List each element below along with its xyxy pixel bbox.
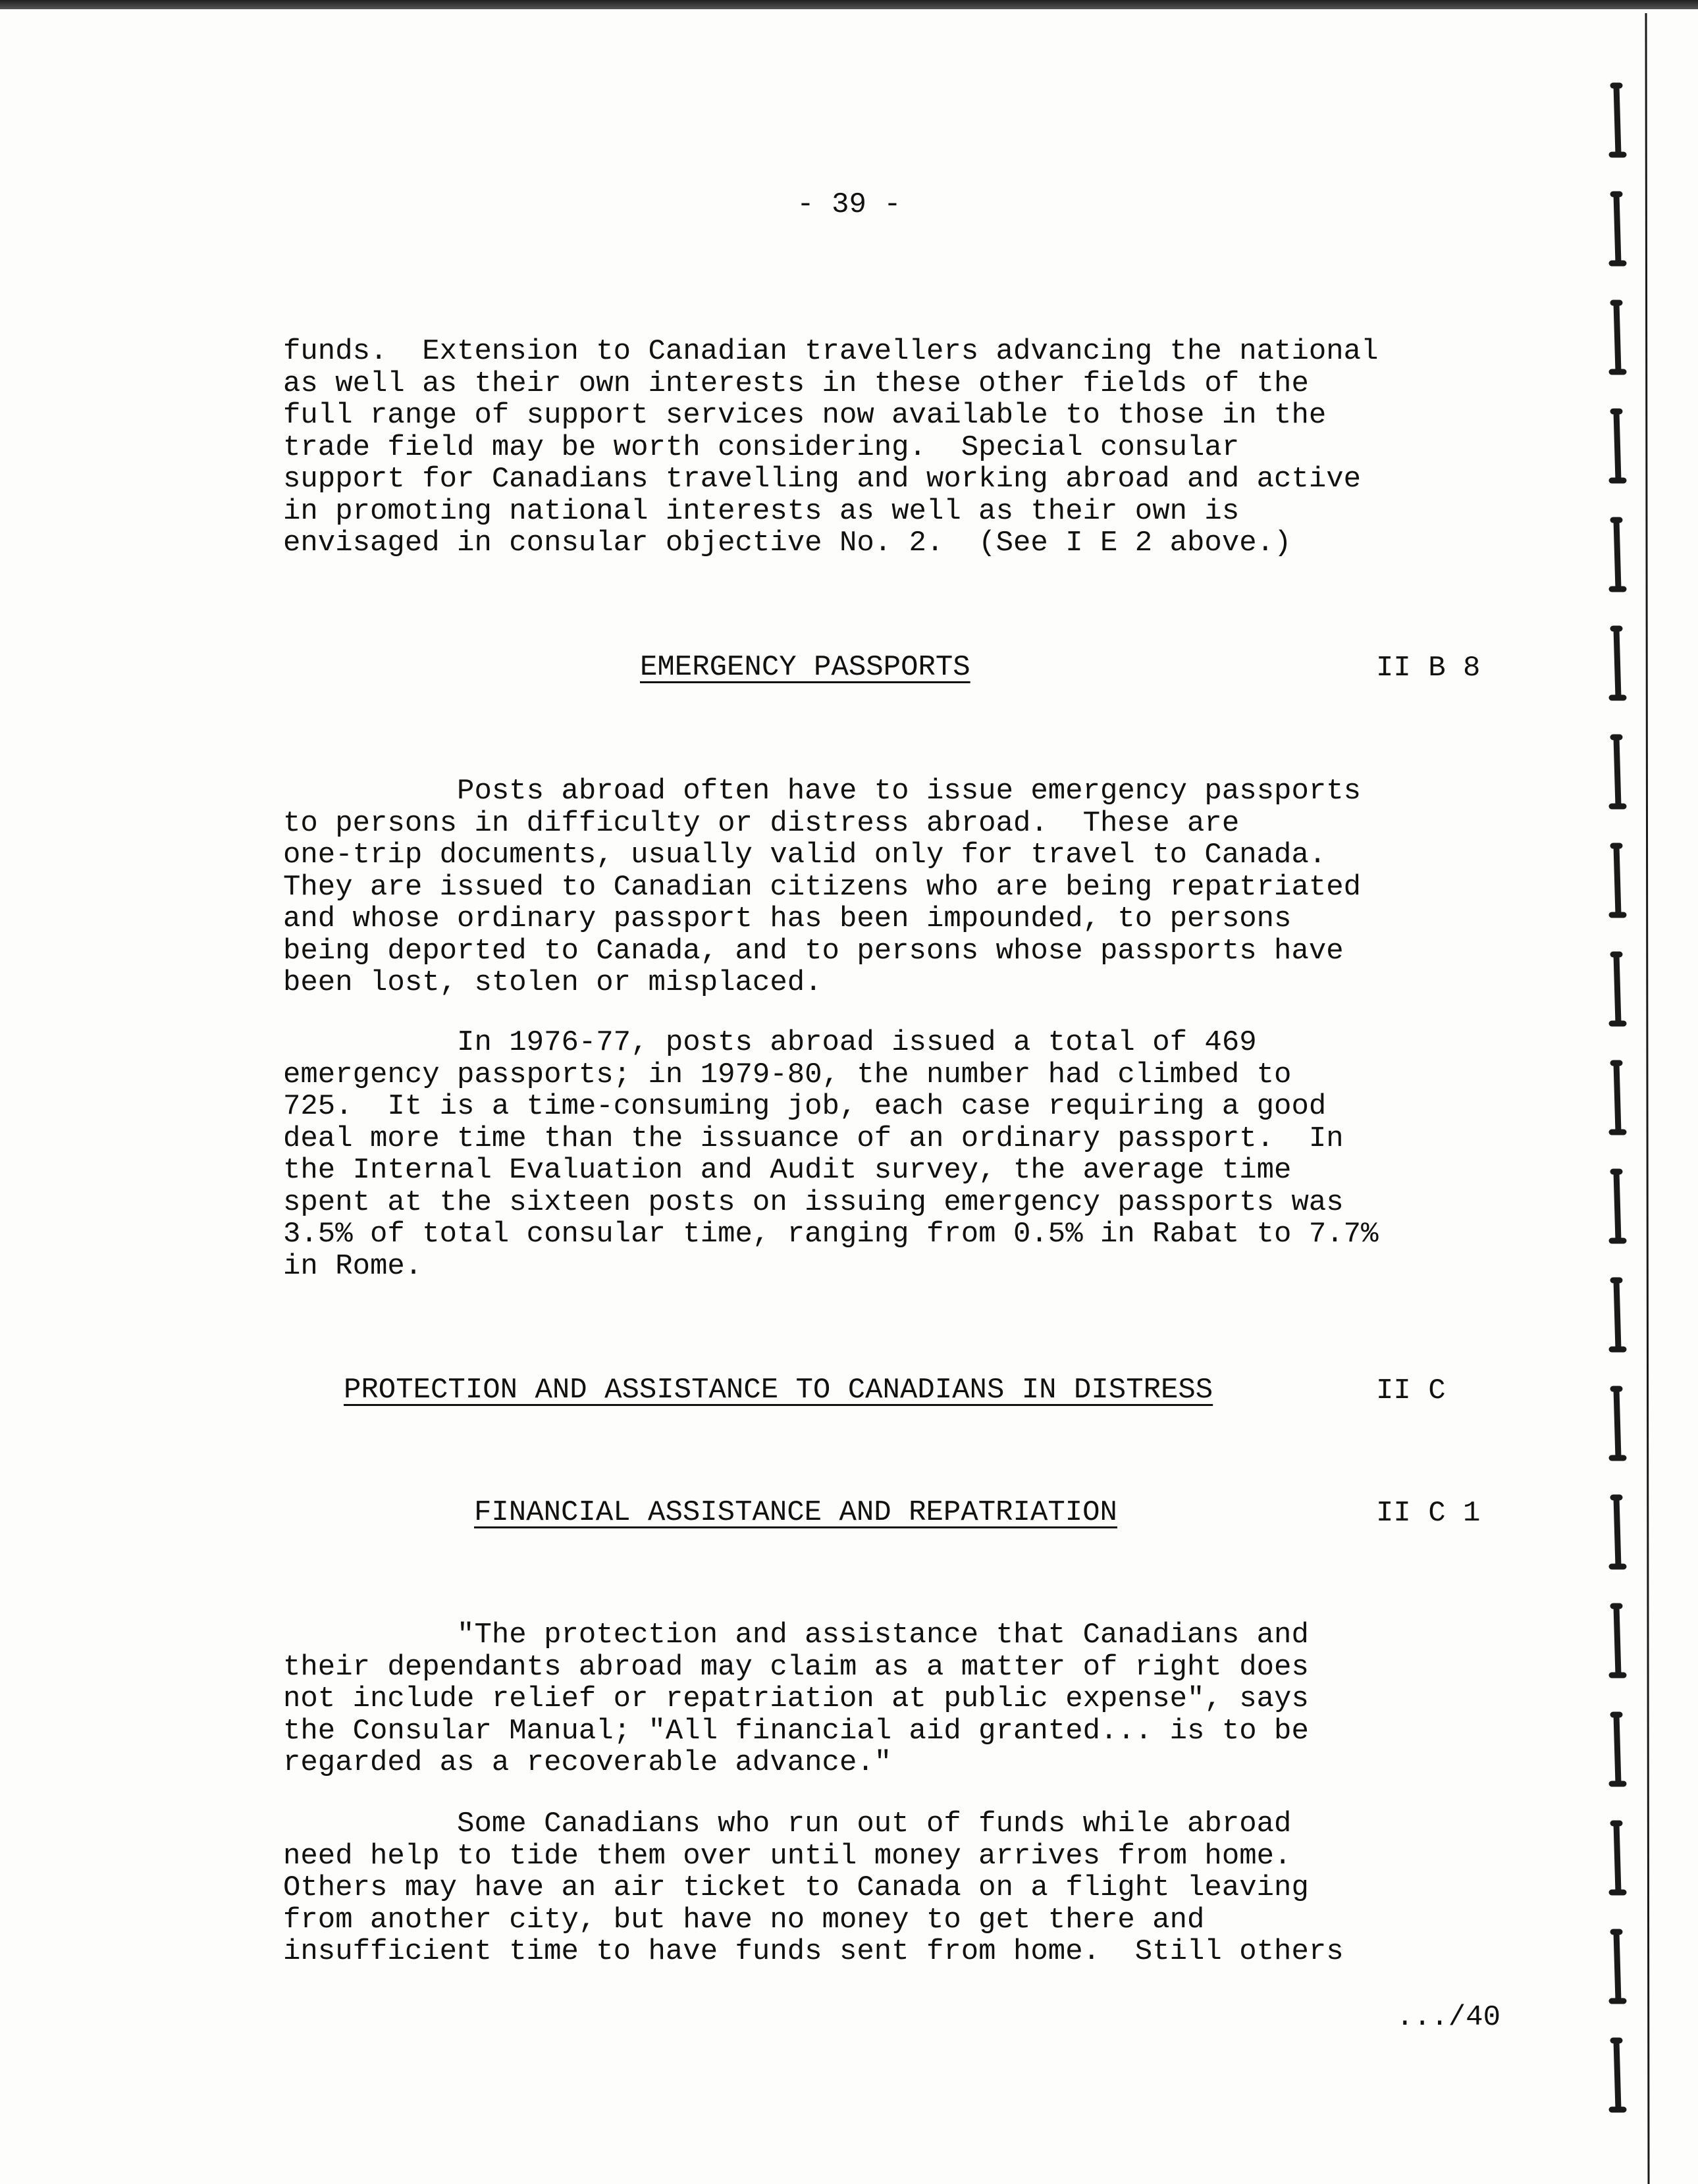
continuation-marker: .../40 — [1396, 2001, 1500, 2034]
scan-edge — [0, 0, 1698, 9]
heading-protection-assistance: PROTECTION AND ASSISTANCE TO CANADIANS IN DISTRESS — [344, 1374, 1213, 1407]
page-number: - 39 - — [797, 188, 901, 221]
section-code-ii-c-1: II C 1 — [1376, 1497, 1481, 1530]
heading-emergency-passports: EMERGENCY PASSPORTS — [640, 651, 970, 684]
paragraph-funds: funds. Extension to Canadian travellers advancing the national as well as their own interests in these other fields of the full range of support services now available to those in the trade field may be worth considering. Special consular support for Canadians travelling and working abroad and active in promoting national interests as well as their own is envisaged in consular objective No. 2. (See I E 2 above.) — [283, 335, 1379, 559]
paragraph-run-out-of-funds: Some Canadians who run out of funds while abroad need help to tide them over until money arrives from home. Others may have an air ticket to Canada on a flight leaving from another city, but have no money to get there and insufficient time to have funds sent from home. Still others — [283, 1807, 1344, 1968]
paragraph-emergency-passports: Posts abroad often have to issue emergency passports to persons in difficulty or distress abroad. These are one-trip documents, usually valid only for travel to Canada. They are issued to Canadian citizens who are being repatriated and whose ordinary passport has been impounded, to persons being deported to Canada, and to persons whose passports have been lost, stolen or misplaced. — [283, 775, 1362, 999]
paragraph-statistics: In 1976-77, posts abroad issued a total of 469 emergency passports; in 1979-80, the number had climbed to 725. It is a time-consuming job, each case requiring a good deal more time than the issuance of an ordinary passport. In the Internal Evaluation and Audit survey, the average time spent at the sixteen posts on issuing emergency passports was 3.5% of total consular time, ranging from 0.5% in Rabat to 7.7% in Rome. — [283, 1026, 1379, 1283]
comb-binding — [1580, 13, 1698, 2184]
heading-financial-assistance: FINANCIAL ASSISTANCE AND REPATRIATION — [474, 1496, 1117, 1529]
paragraph-consular-manual-quote: "The protection and assistance that Canadians and their dependants abroad may claim as a matter of right does not include relief or repatriation at public expense", says the Consular Manual; "All financial aid granted... is to be regarded as a recoverable advance." — [283, 1619, 1309, 1779]
section-code-ii-b-8: II B 8 — [1376, 652, 1481, 685]
section-code-ii-c: II C — [1376, 1374, 1446, 1407]
binding-ring — [1612, 86, 1624, 2110]
